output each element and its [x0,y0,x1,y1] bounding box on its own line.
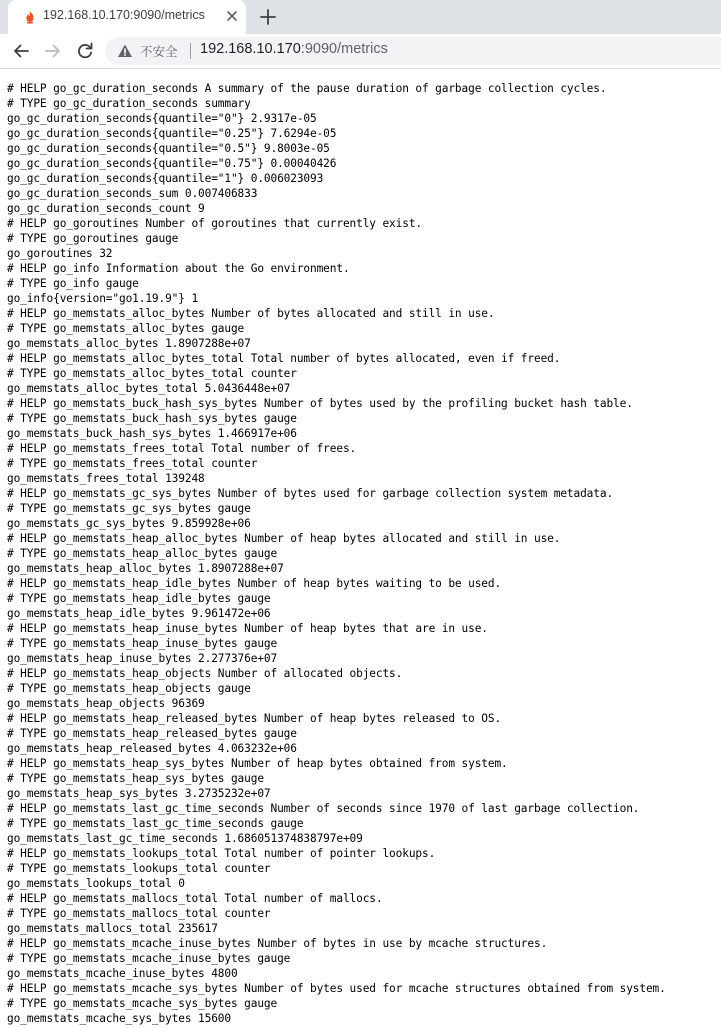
metrics-line: go_gc_duration_seconds{quantile="0"} 2.9317e-05 [7,112,317,125]
metrics-line: # HELP go_memstats_heap_idle_bytes Number of heap bytes waiting to be used. [7,577,502,590]
metrics-line: go_memstats_heap_inuse_bytes 2.277376e+07 [7,652,278,665]
not-secure-label[interactable]: 不安全 [140,44,178,59]
back-arrow-icon[interactable] [10,40,32,62]
metrics-line: # TYPE go_memstats_heap_inuse_bytes gauge [7,637,278,650]
metrics-line: # HELP go_memstats_last_gc_time_seconds Number of seconds since 1970 of last garbage collection. [7,802,640,815]
metrics-line: go_memstats_lookups_total 0 [7,877,185,890]
metrics-line: go_memstats_heap_released_bytes 4.063232e+06 [7,742,297,755]
metrics-line: # TYPE go_memstats_alloc_bytes_total counter [7,367,297,380]
metrics-line: go_memstats_alloc_bytes_total 5.0436448e+07 [7,382,291,395]
metrics-line: go_gc_duration_seconds_count 9 [7,202,205,215]
warning-icon[interactable] [117,43,133,59]
metrics-line: # HELP go_memstats_mcache_sys_bytes Number of bytes used for mcache structures obtained from system. [7,982,666,995]
metrics-line: # TYPE go_memstats_heap_idle_bytes gauge [7,592,271,605]
url-text[interactable] [200,41,388,57]
metrics-line: go_gc_duration_seconds{quantile="0.5"} 9.8003e-05 [7,142,330,155]
metrics-line: # TYPE go_gc_duration_seconds summary [7,97,251,110]
reload-icon[interactable] [74,40,96,62]
metrics-line: go_memstats_mcache_sys_bytes 15600 [7,1012,231,1025]
metrics-line: go_memstats_buck_hash_sys_bytes 1.466917e+06 [7,427,297,440]
metrics-line: go_memstats_heap_sys_bytes 3.2735232e+07 [7,787,271,800]
metrics-line: # TYPE go_memstats_heap_released_bytes gauge [7,727,297,740]
metrics-line: go_memstats_last_gc_time_seconds 1.686051374838797e+09 [7,832,363,845]
metrics-line: # TYPE go_memstats_heap_objects gauge [7,682,251,695]
metrics-text [7,81,719,1026]
prometheus-favicon-icon [23,10,37,24]
url-separator [190,43,191,59]
metrics-line: go_gc_duration_seconds{quantile="0.75"} 0.00040426 [7,157,337,170]
tab-strip [0,0,721,34]
metrics-line: # HELP go_memstats_heap_alloc_bytes Number of heap bytes allocated and still in use. [7,532,561,545]
forward-arrow-icon[interactable] [42,40,64,62]
tab-metrics[interactable] [8,0,246,34]
metrics-line: # HELP go_info Information about the Go environment. [7,262,350,275]
metrics-line: # HELP go_memstats_buck_hash_sys_bytes Number of bytes used by the profiling bucket hash table. [7,397,633,410]
metrics-line: # HELP go_memstats_lookups_total Total number of pointer lookups. [7,847,436,860]
metrics-line: # HELP go_goroutines Number of goroutines that currently exist. [7,217,422,230]
tab-title: 192.168.10.170:9090/metrics [43,8,205,22]
close-tab-icon[interactable] [223,7,241,25]
metrics-line: go_goroutines 32 [7,247,113,260]
metrics-line: go_gc_duration_seconds_sum 0.007406833 [7,187,258,200]
metrics-line: # TYPE go_memstats_frees_total counter [7,457,258,470]
address-bar[interactable] [105,37,721,65]
metrics-line: # TYPE go_memstats_buck_hash_sys_bytes gauge [7,412,297,425]
metrics-line: # TYPE go_memstats_mcache_inuse_bytes gauge [7,952,291,965]
metrics-line: # HELP go_gc_duration_seconds A summary of the pause duration of garbage collection cycles. [7,82,607,95]
url-host: 192.168.10.170 [200,41,301,57]
metrics-line: # TYPE go_memstats_heap_alloc_bytes gauge [7,547,278,560]
metrics-line: # TYPE go_memstats_heap_sys_bytes gauge [7,772,264,785]
metrics-line: go_memstats_frees_total 139248 [7,472,205,485]
metrics-line: # HELP go_memstats_gc_sys_bytes Number of bytes used for garbage collection system metadata. [7,487,614,500]
metrics-line: go_info{version="go1.19.9"} 1 [7,292,199,305]
url-path: :9090/metrics [300,41,388,57]
metrics-line: go_memstats_mcache_inuse_bytes 4800 [7,967,238,980]
metrics-line: go_memstats_heap_idle_bytes 9.961472e+06 [7,607,271,620]
metrics-line: # TYPE go_memstats_gc_sys_bytes gauge [7,502,251,515]
metrics-line: go_memstats_gc_sys_bytes 9.859928e+06 [7,517,251,530]
metrics-line: # TYPE go_memstats_lookups_total counter [7,862,271,875]
metrics-line: go_gc_duration_seconds{quantile="0.25"} 7.6294e-05 [7,127,337,140]
new-tab-icon[interactable] [258,7,278,27]
metrics-line: # HELP go_memstats_heap_released_bytes Number of heap bytes released to OS. [7,712,502,725]
metrics-line: go_memstats_heap_alloc_bytes 1.8907288e+07 [7,562,284,575]
metrics-line: # TYPE go_goroutines gauge [7,232,179,245]
metrics-line: go_memstats_alloc_bytes 1.8907288e+07 [7,337,251,350]
metrics-line: # HELP go_memstats_mallocs_total Total number of mallocs. [7,892,383,905]
metrics-line: # HELP go_memstats_frees_total Total number of frees. [7,442,357,455]
metrics-line: # HELP go_memstats_alloc_bytes_total Total number of bytes allocated, even if freed. [7,352,561,365]
metrics-line: # TYPE go_memstats_alloc_bytes gauge [7,322,245,335]
metrics-line: # TYPE go_memstats_mallocs_total counter [7,907,271,920]
metrics-line: go_gc_duration_seconds{quantile="1"} 0.006023093 [7,172,324,185]
metrics-line: # HELP go_memstats_heap_sys_bytes Number of heap bytes obtained from system. [7,757,508,770]
metrics-line: # TYPE go_memstats_mcache_sys_bytes gauge [7,997,278,1010]
metrics-line: # HELP go_memstats_heap_inuse_bytes Number of heap bytes that are in use. [7,622,488,635]
metrics-line: # TYPE go_memstats_last_gc_time_seconds gauge [7,817,304,830]
metrics-line: # HELP go_memstats_heap_objects Number of allocated objects. [7,667,403,680]
metrics-line: # HELP go_memstats_mcache_inuse_bytes Number of bytes in use by mcache structures. [7,937,548,950]
metrics-line: # HELP go_memstats_alloc_bytes Number of bytes allocated and still in use. [7,307,495,320]
metrics-line: go_memstats_heap_objects 96369 [7,697,205,710]
metrics-line: go_memstats_mallocs_total 235617 [7,922,218,935]
browser-toolbar [0,34,721,69]
metrics-line: # TYPE go_info gauge [7,277,139,290]
